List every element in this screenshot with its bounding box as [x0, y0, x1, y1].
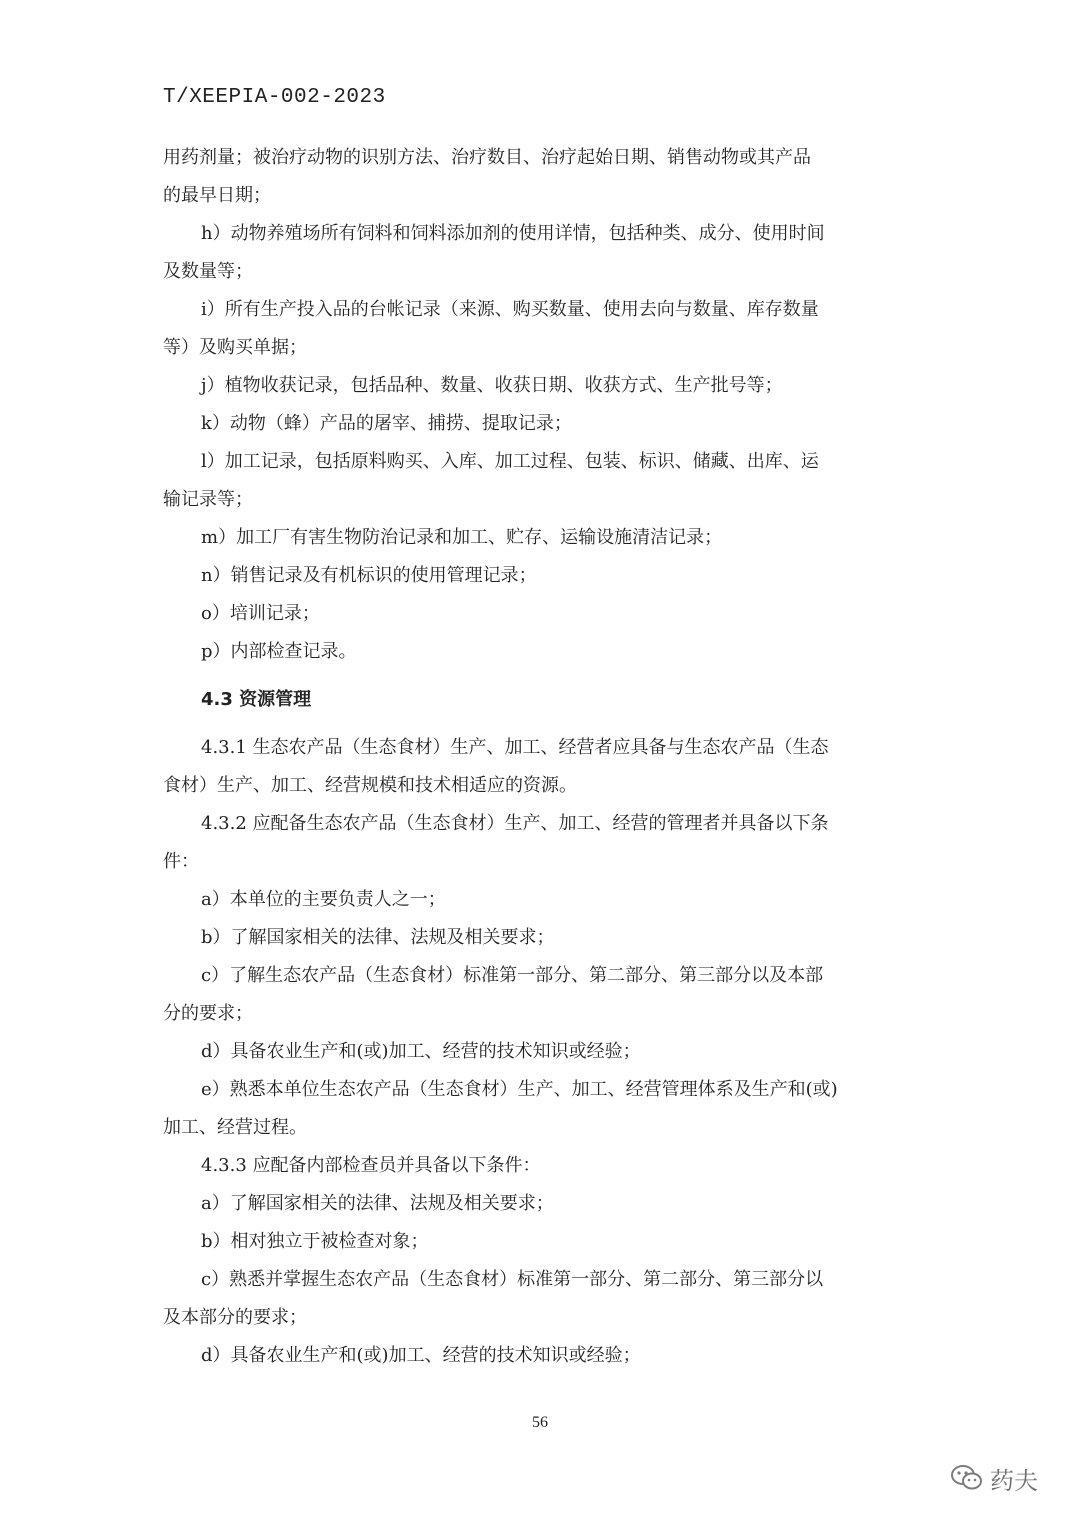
page-number: 56: [532, 1414, 548, 1431]
list-item-b: b）相对独立于被检查对象；: [201, 1231, 429, 1252]
document-code: T/XEEPIA-002-2023: [163, 86, 386, 109]
body-line: 加工、经营过程。: [163, 1117, 307, 1138]
list-item-h: h）动物养殖场所有饲料和饲料添加剂的使用详情，包括种类、成分、使用时间: [201, 223, 825, 244]
list-item-l: l）加工记录，包括原料购买、入库、加工过程、包装、标识、储藏、出库、运: [201, 451, 819, 472]
list-item-m: m）加工厂有害生物防治记录和加工、贮存、运输设施清洁记录；: [201, 527, 723, 548]
body-line: 用药剂量；被治疗动物的识别方法、治疗数目、治疗起始日期、销售动物或其产品: [163, 147, 811, 168]
list-item-a: a）本单位的主要负责人之一；: [201, 889, 446, 910]
list-item-c: c）了解生态农产品（生态食材）标准第一部分、第二部分、第三部分以及本部: [201, 965, 824, 986]
list-item-o: o）培训记录；: [201, 603, 320, 624]
body-line: 食材）生产、加工、经营规模和技术相适应的资源。: [163, 775, 577, 796]
body-line: 及本部分的要求；: [163, 1307, 307, 1328]
body-line: 等）及购买单据；: [163, 337, 307, 358]
body-line: 分的要求；: [163, 1003, 253, 1024]
list-item-a: a）了解国家相关的法律、法规及相关要求；: [201, 1193, 554, 1214]
list-item-d: d）具备农业生产和(或)加工、经营的技术知识或经验；: [201, 1041, 641, 1062]
list-item-p: p）内部检查记录。: [201, 641, 357, 662]
body-line: 及数量等；: [163, 261, 253, 282]
list-item-i: i）所有生产投入品的台帐记录（来源、购买数量、使用去向与数量、库存数量: [201, 299, 819, 320]
body-line: 输记录等；: [163, 489, 253, 510]
list-item-n: n）销售记录及有机标识的使用管理记录；: [201, 565, 537, 586]
watermark: [950, 1456, 1038, 1500]
list-item-d: d）具备农业生产和(或)加工、经营的技术知识或经验；: [201, 1345, 641, 1366]
section-heading: 4.3 资源管理: [201, 689, 312, 710]
body-line: 件：: [163, 851, 199, 872]
list-item-b: b）了解国家相关的法律、法规及相关要求；: [201, 927, 555, 948]
list-item-e: e）熟悉本单位生态农产品（生态食材）生产、加工、经营管理体系及生产和(或): [201, 1079, 838, 1100]
list-item-k: k）动物（蜂）产品的屠宰、捕捞、提取记录；: [201, 413, 572, 434]
clause-4-3-1: 4.3.1 生态农产品（生态食材）生产、加工、经营者应具备与生态农产品（生态: [201, 737, 829, 758]
body-line: 的最早日期；: [163, 185, 271, 206]
watermark-text: 药夫: [990, 1466, 1038, 1495]
clause-4-3-2: 4.3.2 应配备生态农产品（生态食材）生产、加工、经营的管理者并具备以下条: [201, 813, 829, 834]
list-item-j: j）植物收获记录，包括品种、数量、收获日期、收获方式、生产批号等；: [201, 375, 783, 396]
list-item-c: c）熟悉并掌握生态农产品（生态食材）标准第一部分、第二部分、第三部分以: [201, 1269, 824, 1290]
wechat-icon: [950, 1463, 984, 1493]
clause-4-3-3: 4.3.3 应配备内部检查员并具备以下条件：: [201, 1155, 541, 1176]
